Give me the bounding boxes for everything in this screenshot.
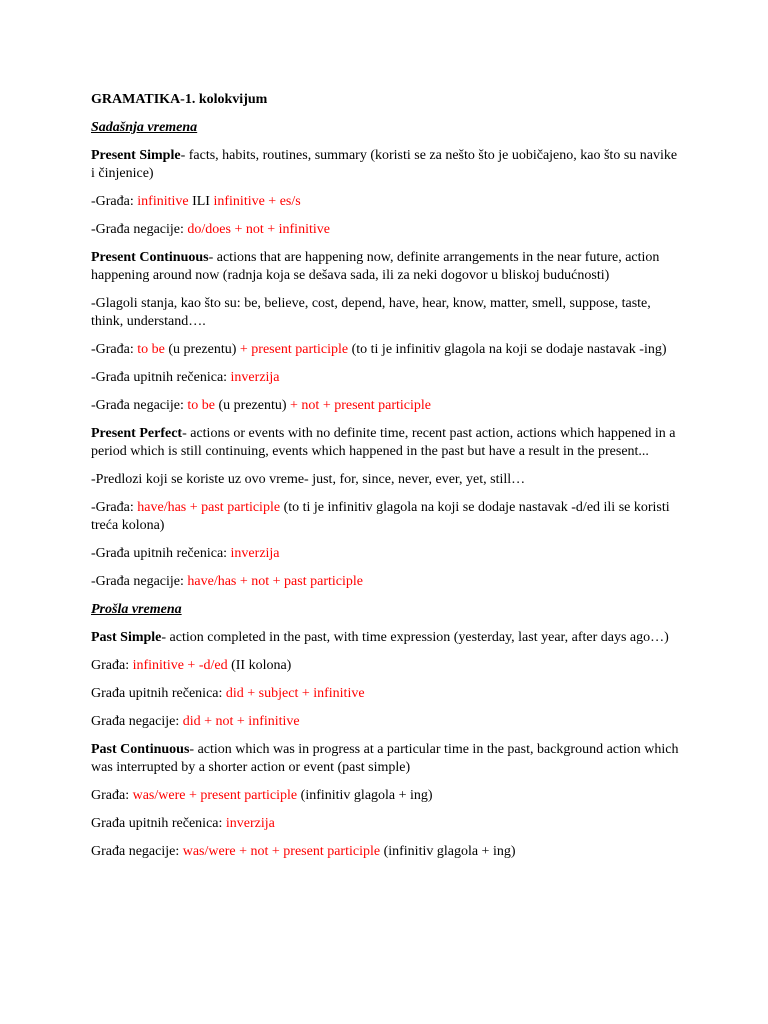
form-label: Građa:	[91, 658, 133, 673]
form-label: -Građa upitnih rečenica:	[91, 370, 231, 385]
present-perfect-prepositions: -Predlozi koji se koriste uz ovo vreme- just, for, since, never, ever, yet, still…	[91, 472, 526, 487]
formula: infinitive	[137, 194, 189, 209]
note-text: (infinitiv glagola + ing)	[297, 788, 433, 803]
formula: infinitive + es/s	[213, 194, 301, 209]
stative-verbs-note: -Glagoli stanja, kao što su: be, believe, cost, depend, have, hear, know, matter, smell, suppose, taste, think, understand….	[91, 296, 651, 329]
past-simple-question	[91, 685, 681, 703]
formula: inverzija	[225, 816, 275, 831]
past-continuous-form	[91, 787, 681, 805]
formula: was/were + present participle	[132, 788, 298, 803]
formula: inverzija	[230, 370, 280, 385]
definition-text: - facts, habits, routines, summary (koristi se za nešto što je uobičajeno, kao što su navike i činjenice)	[91, 148, 678, 181]
present-perfect-definition	[91, 425, 681, 461]
formula: to be	[137, 342, 165, 357]
formula: did + not + infinitive	[182, 714, 300, 729]
form-label: Građa negacije:	[91, 714, 183, 729]
formula: inverzija	[230, 546, 280, 561]
form-label: -Građa:	[91, 194, 138, 209]
term-present-perfect: Present Perfect	[91, 426, 183, 441]
present-continuous-negation	[91, 397, 681, 415]
present-perfect-negation	[91, 573, 681, 591]
formula: to be	[187, 398, 215, 413]
formula: did + subject + infinitive	[225, 686, 365, 701]
form-label: -Građa:	[91, 342, 138, 357]
document-page	[91, 91, 681, 871]
connector-text: ILI	[188, 194, 214, 209]
formula: do/does + not + infinitive	[187, 222, 330, 237]
definition-text: - action which was in progress at a particular time in the past, background action which was interrupted by a shorter action or event (past simple)	[91, 742, 679, 775]
definition-text: - actions or events with no definite time, recent past action, actions which happened in a period which is still continuing, events which happened in the past but have a result in the present...	[91, 426, 676, 459]
term-past-continuous: Past Continuous	[91, 742, 190, 757]
document-title: GRAMATIKA-1. kolokvijum	[91, 92, 268, 107]
form-label: -Građa negacije:	[91, 574, 188, 589]
past-simple-negation	[91, 713, 681, 731]
present-simple-definition	[91, 147, 681, 183]
formula: + not + present participle	[290, 398, 432, 413]
note-text: (u prezentu)	[164, 342, 240, 357]
term-present-simple: Present Simple	[91, 148, 181, 163]
form-label: Građa upitnih rečenica:	[91, 816, 226, 831]
section-heading-present-tenses: Sadašnja vremena	[91, 120, 198, 135]
form-label: Građa upitnih rečenica:	[91, 686, 226, 701]
form-label: -Građa negacije:	[91, 222, 188, 237]
present-simple-negation	[91, 221, 681, 239]
form-label: -Građa upitnih rečenica:	[91, 546, 231, 561]
form-label: -Građa negacije:	[91, 398, 188, 413]
past-continuous-question	[91, 815, 681, 833]
formula: + present participle	[239, 342, 349, 357]
form-label: -Građa:	[91, 500, 138, 515]
present-continuous-question	[91, 369, 681, 387]
formula: infinitive + -d/ed	[132, 658, 228, 673]
note-text: (to ti je infinitiv glagola na koji se dodaje nastavak -d/ed ili se koristi treća kolona)	[91, 500, 670, 533]
present-continuous-definition	[91, 249, 681, 285]
formula: was/were + not + present participle	[182, 844, 381, 859]
form-label: Građa:	[91, 788, 133, 803]
past-simple-definition	[91, 629, 681, 647]
term-past-simple: Past Simple	[91, 630, 162, 645]
note-text: (u prezentu)	[215, 398, 291, 413]
definition-text: - action completed in the past, with time expression (yesterday, last year, after days ago…)	[161, 630, 669, 645]
form-label: Građa negacije:	[91, 844, 183, 859]
past-simple-form	[91, 657, 681, 675]
formula: have/has + not + past participle	[187, 574, 363, 589]
present-perfect-question	[91, 545, 681, 563]
past-continuous-definition	[91, 741, 681, 777]
note-text: (II kolona)	[227, 658, 292, 673]
formula: have/has + past participle	[137, 500, 281, 515]
note-text: (to ti je infinitiv glagola na koji se dodaje nastavak -ing)	[348, 342, 667, 357]
past-continuous-negation	[91, 843, 681, 861]
section-heading-past-tenses: Prošla vremena	[91, 602, 182, 617]
note-text: (infinitiv glagola + ing)	[380, 844, 516, 859]
present-perfect-form	[91, 499, 681, 535]
term-present-continuous: Present Continuous	[91, 250, 209, 265]
present-simple-form	[91, 193, 681, 211]
present-continuous-form	[91, 341, 681, 359]
definition-text: - actions that are happening now, definite arrangements in the near future, action happening around now (radnja koja se dešava sada, ili za neki dogovor u bliskoj budućnosti)	[91, 250, 660, 283]
